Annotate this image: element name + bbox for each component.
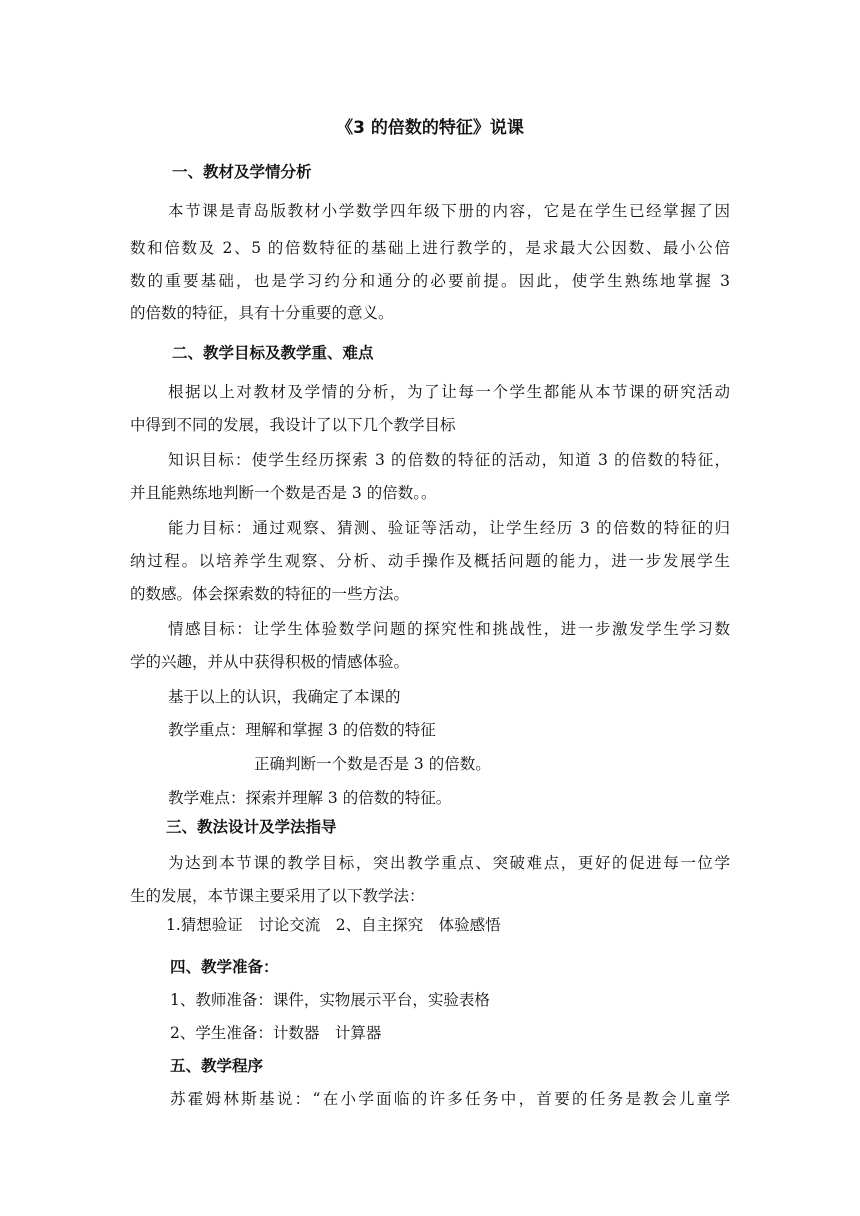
teaching-methods: 1.猜想验证 讨论交流 2、自主探究 体验感悟 <box>166 916 501 934</box>
document-title: 《3 的倍数的特征》说课 <box>336 118 524 138</box>
paragraph-line: 的倍数的特征，具有十分重要的意义。 <box>130 304 394 322</box>
paragraph-line: 为达到本节课的教学目标，突出教学重点、突破难点，更好的促进每一位学 <box>168 854 730 872</box>
paragraph-line: 数和倍数及 2、5 的倍数特征的基础上进行教学的，是求最大公因数、最小公倍 <box>130 239 730 257</box>
paragraph-line: 生的发展，本节课主要采用了以下教学法： <box>130 887 425 905</box>
student-preparation: 2、学生准备：计数器 计算器 <box>170 1024 382 1042</box>
teacher-preparation: 1、教师准备：课件，实物展示平台，实验表格 <box>170 991 490 1009</box>
paragraph-line: 情感目标：让学生体验数学问题的探究性和挑战性，进一步激发学生学习数 <box>168 620 730 638</box>
paragraph-line: 并且能熟练地判断一个数是否是 3 的倍数。。 <box>130 484 437 502</box>
section-heading-2: 二、教学目标及教学重、难点 <box>172 344 374 362</box>
section-heading-5: 五、教学程序 <box>170 1057 264 1075</box>
paragraph-line: 学的兴趣，并从中获得积极的情感体验。 <box>130 653 410 671</box>
paragraph-line: 基于以上的认识，我确定了本课的 <box>168 688 401 706</box>
paragraph-line: 中得到不同的发展，我设计了以下几个教学目标 <box>130 416 456 434</box>
key-point-1: 教学重点：理解和掌握 3 的倍数的特征 <box>168 721 436 739</box>
key-point-2: 正确判断一个数是否是 3 的倍数。 <box>254 755 491 773</box>
paragraph-line: 本节课是青岛版教材小学数学四年级下册的内容，它是在学生已经掌握了因 <box>168 202 730 220</box>
paragraph-line: 的数感。体会探索数的特征的一些方法。 <box>130 585 410 603</box>
paragraph-line: 数的重要基础，也是学习约分和通分的必要前提。因此，使学生熟练地掌握 3 <box>130 272 730 290</box>
paragraph-line: 苏霍姆林斯基说：“在小学面临的许多任务中，首要的任务是教会儿童学 <box>170 1090 730 1108</box>
section-heading-3: 三、教法设计及学法指导 <box>166 818 337 836</box>
paragraph-line: 知识目标：使学生经历探索 3 的倍数的特征的活动，知道 3 的倍数的特征， <box>168 451 730 469</box>
section-heading-4: 四、教学准备： <box>170 958 279 976</box>
paragraph-line: 能力目标：通过观察、猜测、验证等活动，让学生经历 3 的倍数的特征的归 <box>168 519 730 537</box>
difficult-point: 教学难点：探索并理解 3 的倍数的特征。 <box>168 789 452 807</box>
section-heading-1: 一、教材及学情分析 <box>172 163 312 181</box>
paragraph-line: 根据以上对教材及学情的分析，为了让每一个学生都能从本节课的研究活动 <box>168 383 730 401</box>
paragraph-line: 纳过程。以培养学生观察、分析、动手操作及概括问题的能力，进一步发展学生 <box>130 552 730 570</box>
